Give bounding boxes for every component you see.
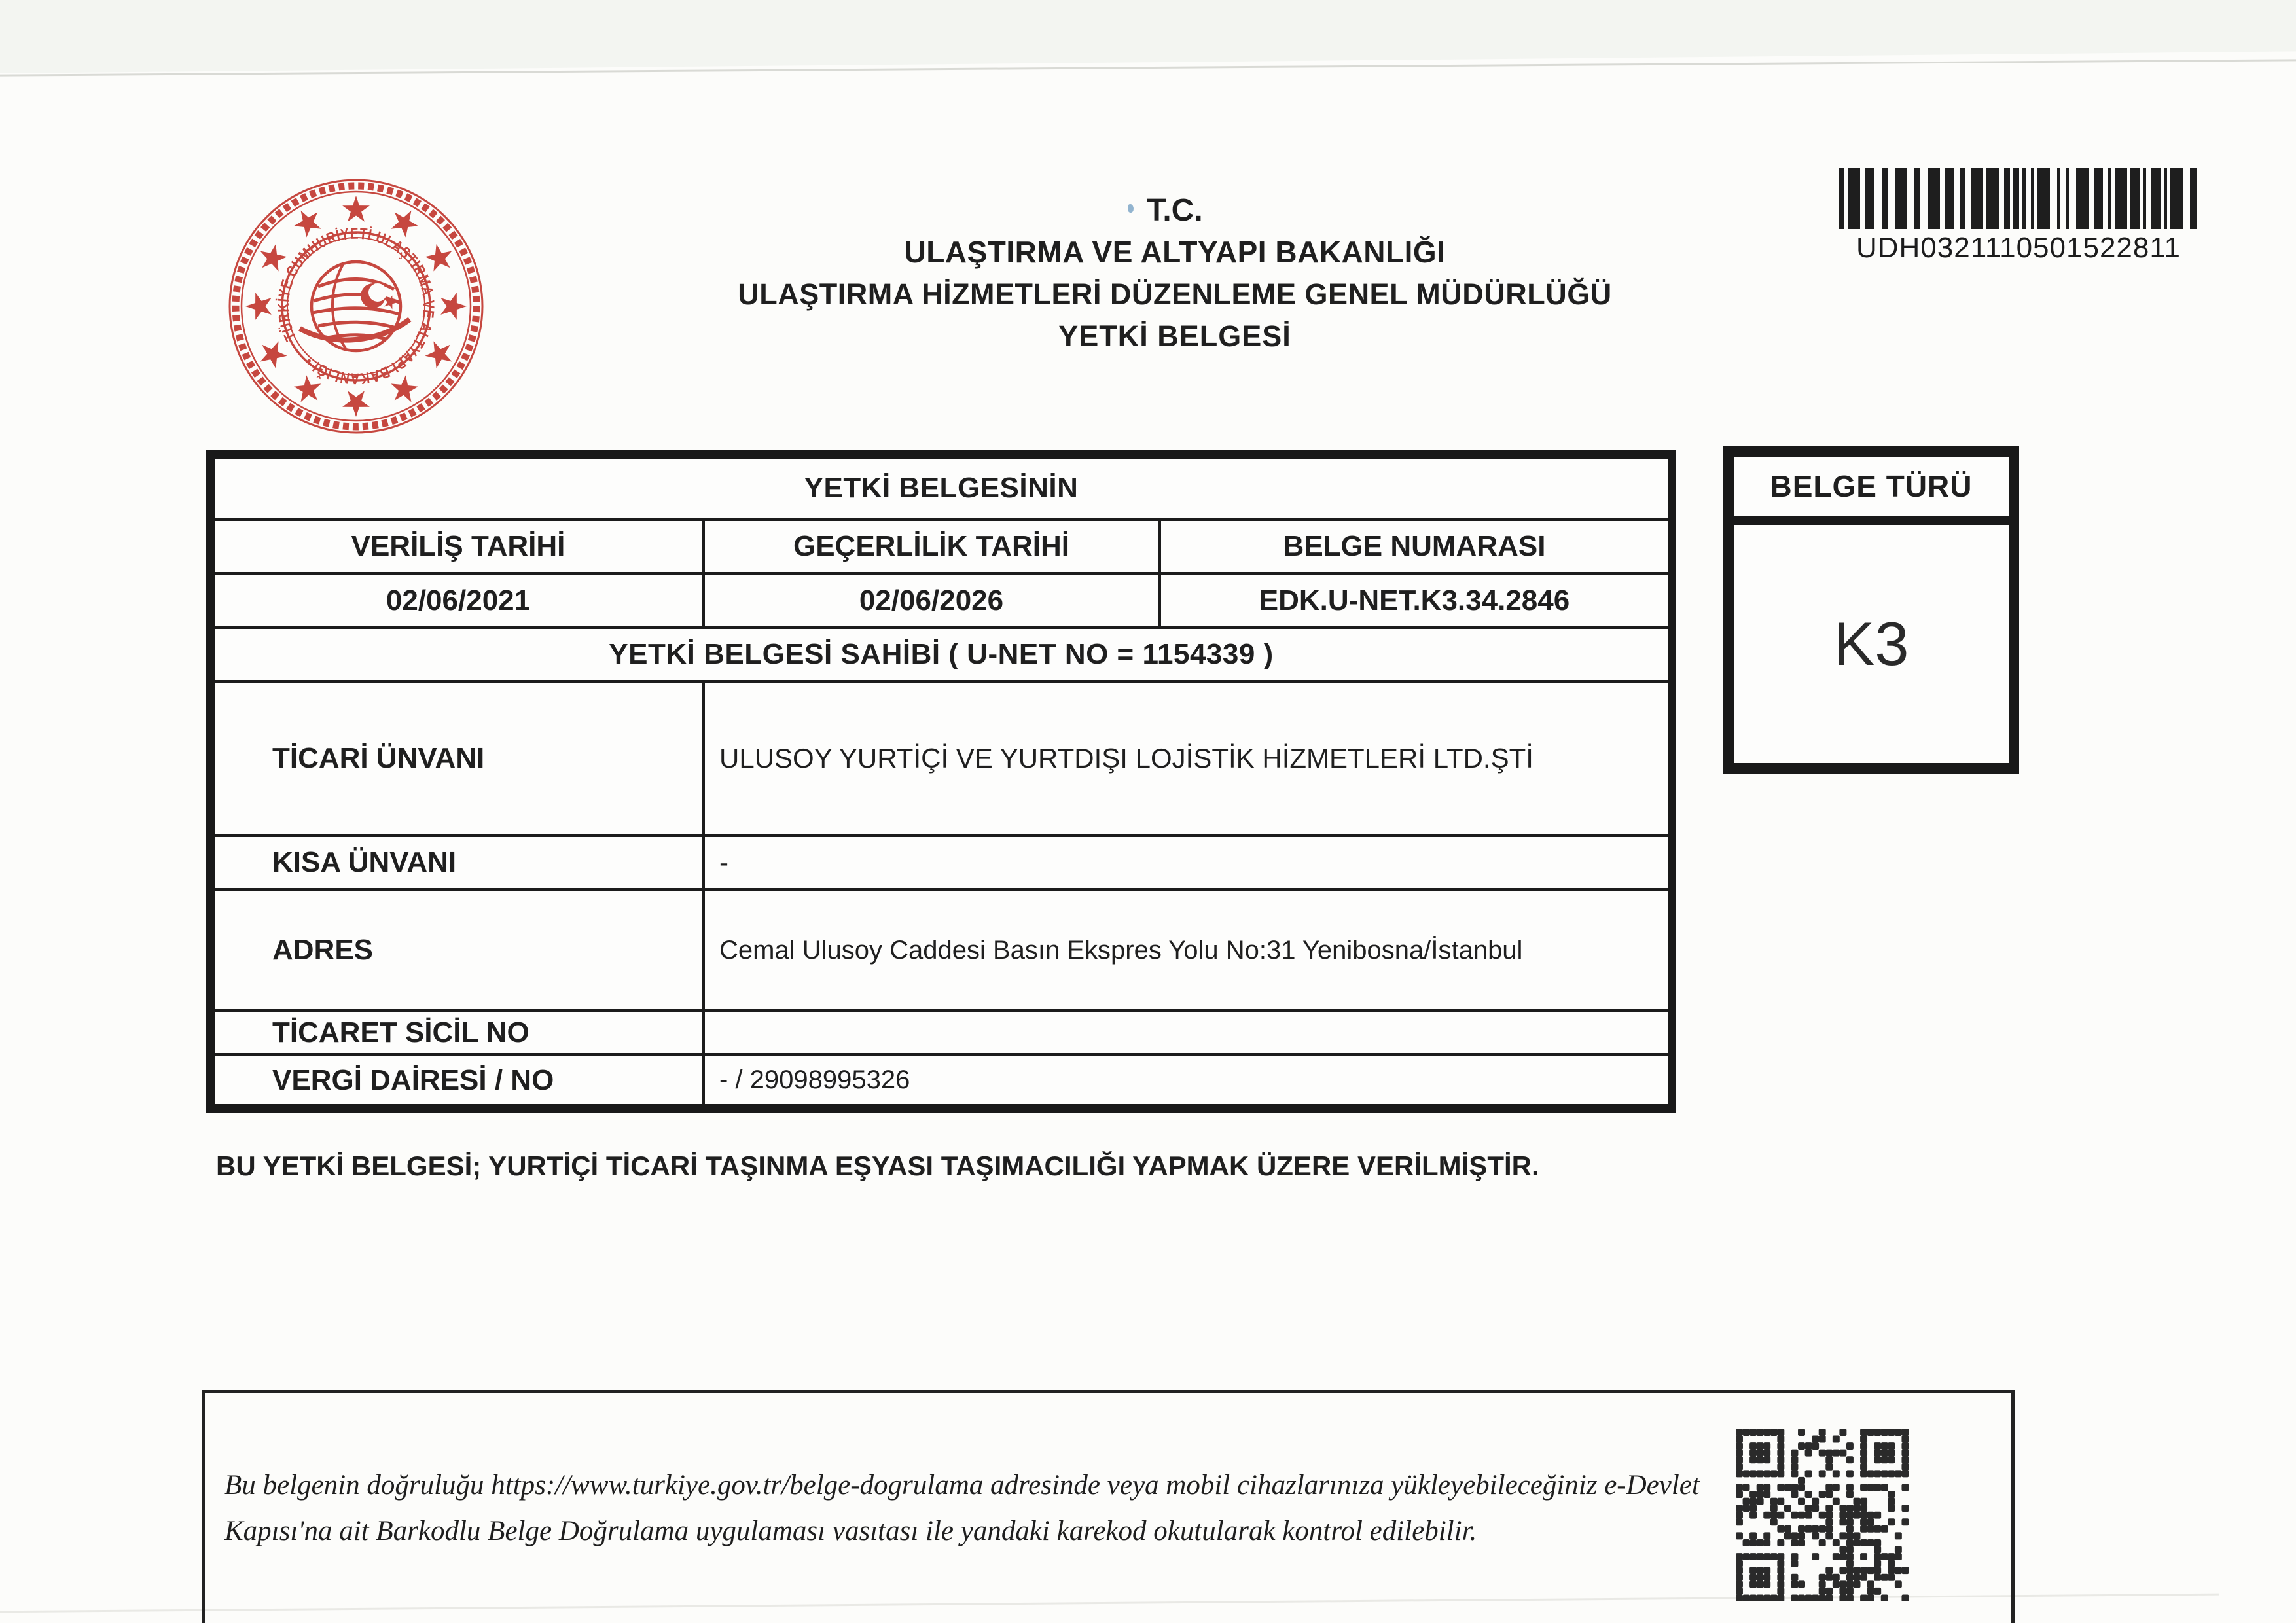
belge-numarasi-value: EDK.U-NET.K3.34.2846 <box>1259 584 1570 616</box>
republic-abbrev: T.C. <box>1147 193 1203 228</box>
ticaret-sicil-no-value <box>705 1012 1668 1053</box>
table-values-row <box>215 575 1668 629</box>
belge-turu-title: BELGE TÜRÜ <box>1734 457 2009 525</box>
owner-title: YETKİ BELGESİ SAHİBİ ( U-NET NO = 1154339 ) <box>609 638 1274 670</box>
table-section-title: YETKİ BELGESİNİN <box>804 472 1079 504</box>
adres-value: Cemal Ulusoy Caddesi Basın Ekspres Yolu No:31 Yenibosna/İstanbul <box>719 935 1523 965</box>
vergi-dairesi-no-value: - / 29098995326 <box>719 1065 910 1094</box>
seal-ring-text: TÜRKİYE CUMHURİYETİ ULAŞTIRMA VE ALTYAPI BAKANLIĞI • <box>274 224 438 388</box>
owner-title-row <box>215 629 1668 683</box>
verification-text-line2: Kapısı'na ait Barkodlu Belge Doğrulama uygulaması vasıtası ile yandaki karekod okutularak kontrol edilebilir. <box>224 1516 1477 1546</box>
table-row <box>215 1056 1668 1104</box>
table-row <box>215 1012 1668 1056</box>
gecerlilik-tarihi-value: 02/06/2026 <box>705 575 1161 626</box>
table-row <box>215 891 1668 1012</box>
certificate-table <box>206 450 1676 1113</box>
table-row <box>215 837 1668 891</box>
vergi-dairesi-no-label: VERGİ DAİRESİ / NO <box>215 1056 705 1104</box>
belge-turu-value: K3 <box>1833 609 1909 678</box>
ticaret-sicil-no-label: TİCARET SİCİL NO <box>215 1012 705 1053</box>
ticari-unvani-label: TİCARİ ÜNVANI <box>215 683 705 834</box>
verification-box <box>202 1390 2015 1623</box>
ticari-unvani-value: ULUSOY YURTİÇİ VE YURTDIŞI LOJİSTİK HİZMETLERİ LTD.ŞTİ <box>719 743 1534 774</box>
barcode-value: UDH0321110501522811 <box>1856 232 2181 264</box>
ministry-seal-icon <box>225 175 487 437</box>
document-type-title: YETKİ BELGESİ <box>1058 319 1291 353</box>
globe-icon <box>300 262 410 351</box>
letterhead <box>651 195 1698 351</box>
col-header-verilis-tarihi: VERİLİŞ TARİHİ <box>215 521 705 572</box>
table-section-title-row <box>215 459 1668 521</box>
table-header-row <box>215 521 1668 575</box>
verilis-tarihi-value: 02/06/2021 <box>215 575 705 626</box>
kisa-unvani-label: KISA ÜNVANI <box>215 837 705 888</box>
verification-text <box>224 1463 1769 1554</box>
adres-label: ADRES <box>215 891 705 1009</box>
barcode <box>1839 168 2198 264</box>
directorate-name: ULAŞTIRMA HİZMETLERİ DÜZENLEME GENEL MÜDÜRLÜĞÜ <box>738 277 1612 311</box>
col-header-belge-numarasi: BELGE NUMARASI <box>1283 530 1546 562</box>
col-header-gecerlilik-tarihi: GEÇERLİLİK TARİHİ <box>705 521 1161 572</box>
belge-turu-box <box>1723 446 2019 774</box>
barcode-bars-icon <box>1839 168 2198 229</box>
authorization-statement: BU YETKİ BELGESİ; YURTİÇİ TİCARİ TAŞINMA EŞYASI TAŞIMACILIĞI YAPMAK ÜZERE VERİLMİŞTİR. <box>216 1150 1539 1181</box>
ministry-name: ULAŞTIRMA VE ALTYAPI BAKANLIĞI <box>904 235 1446 269</box>
kisa-unvani-value: - <box>719 847 728 878</box>
qr-code-icon <box>1736 1429 1909 1601</box>
verification-text-line1: Bu belgenin doğruluğu https://www.turkiye.gov.tr/belge-dogrulama adresinde veya mobil cihazlarınıza yükleyebileceğiniz e-Devlet <box>224 1470 1700 1501</box>
table-row <box>215 683 1668 837</box>
